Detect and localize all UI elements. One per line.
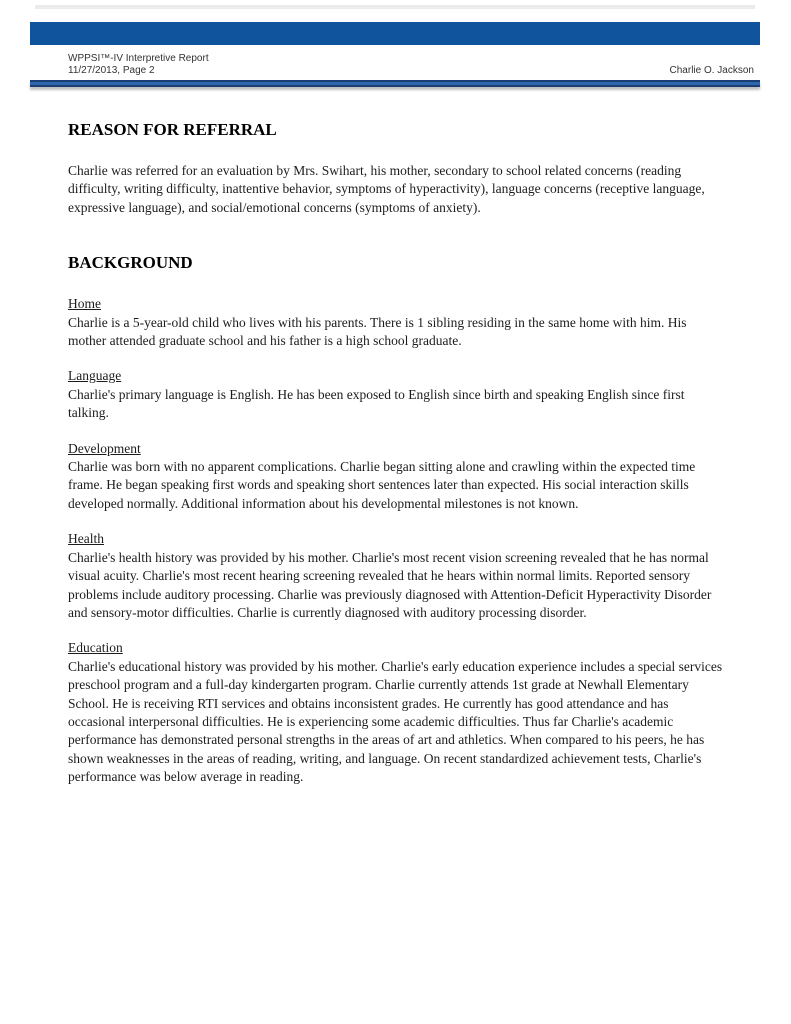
background-section-heading: BACKGROUND: [68, 253, 193, 273]
header-divider-rule: [30, 80, 760, 87]
development-paragraph: Charlie was born with no apparent complications. Charlie began sitting alone and crawling within the expected time frame. He began speaking first words and speaking short sentences later than expected. His social interaction skills developed normally. Additional information about his developmental milestones is not known.: [68, 459, 696, 511]
language-subheading: Language: [68, 368, 122, 384]
header-left-block: [30, 53, 209, 77]
background-subsection-development: [68, 440, 724, 514]
background-subsection-health: [68, 530, 724, 622]
health-subheading: Health: [68, 531, 104, 547]
report-body: [68, 120, 724, 804]
home-subheading: Home: [68, 296, 101, 312]
home-paragraph: Charlie is a 5-year-old child who lives with his parents. There is 1 sibling residing in the same home with him. His mother attended graduate school and his father is a high school graduate.: [68, 314, 687, 349]
header-accent-bar: [30, 22, 760, 45]
examinee-name: Charlie O. Jackson: [669, 65, 754, 76]
background-subsection-home: [68, 295, 724, 350]
background-subsection-education: [68, 639, 724, 786]
education-subheading: Education: [68, 640, 123, 656]
referral-section-heading: REASON FOR REFERRAL: [68, 120, 277, 139]
education-paragraph: Charlie's educational history was provided by his mother. Charlie's early education experience includes a special services preschool program and a full-day kindergarten program. Charlie currently attends 1st grade at Newhall Elementary School. He is receiving RTI services and obtains inconsistent grades. He currently has good attendance and has occasional interpersonal difficulties. He is experiencing some academic difficulties. Thus far Charlie's academic performance has demonstrated personal strengths in the areas of art and athletics. When compared to his peers, he has shown weaknesses in the areas of reading, writing, and language. On recent standardized achievement tests, Charlie's performance was below average in reading.: [68, 658, 723, 785]
report-title: WPPSI™-IV Interpretive Report: [68, 53, 209, 64]
background-subsection-language: [68, 367, 724, 422]
language-paragraph: Charlie's primary language is English. He has been exposed to English since birth and speaking English since first talking.: [68, 386, 685, 421]
page-top-shadow: [35, 5, 755, 9]
health-paragraph: Charlie's health history was provided by his mother. Charlie's most recent vision screening revealed that he has normal visual acuity. Charlie's most recent hearing screening revealed that he hears within normal limits. Reported sensory problems include auditory processing. Charlie was previously diagnosed with Attention-Deficit Hyperactivity Disorder and sensory-motor difficulties. Charlie is currently diagnosed with auditory processing disorder.: [68, 549, 712, 620]
referral-paragraph: Charlie was referred for an evaluation by Mrs. Swihart, his mother, secondary to school related concerns (reading difficulty, writing difficulty, inattentive behavior, symptoms of hyperactivity), language concerns (receptive language, expressive language), and social/emotional concerns (symptoms of anxiety).: [68, 163, 705, 215]
report-date-page: 11/27/2013, Page 2: [68, 65, 155, 76]
development-subheading: Development: [68, 440, 141, 456]
page-header: [30, 53, 760, 77]
